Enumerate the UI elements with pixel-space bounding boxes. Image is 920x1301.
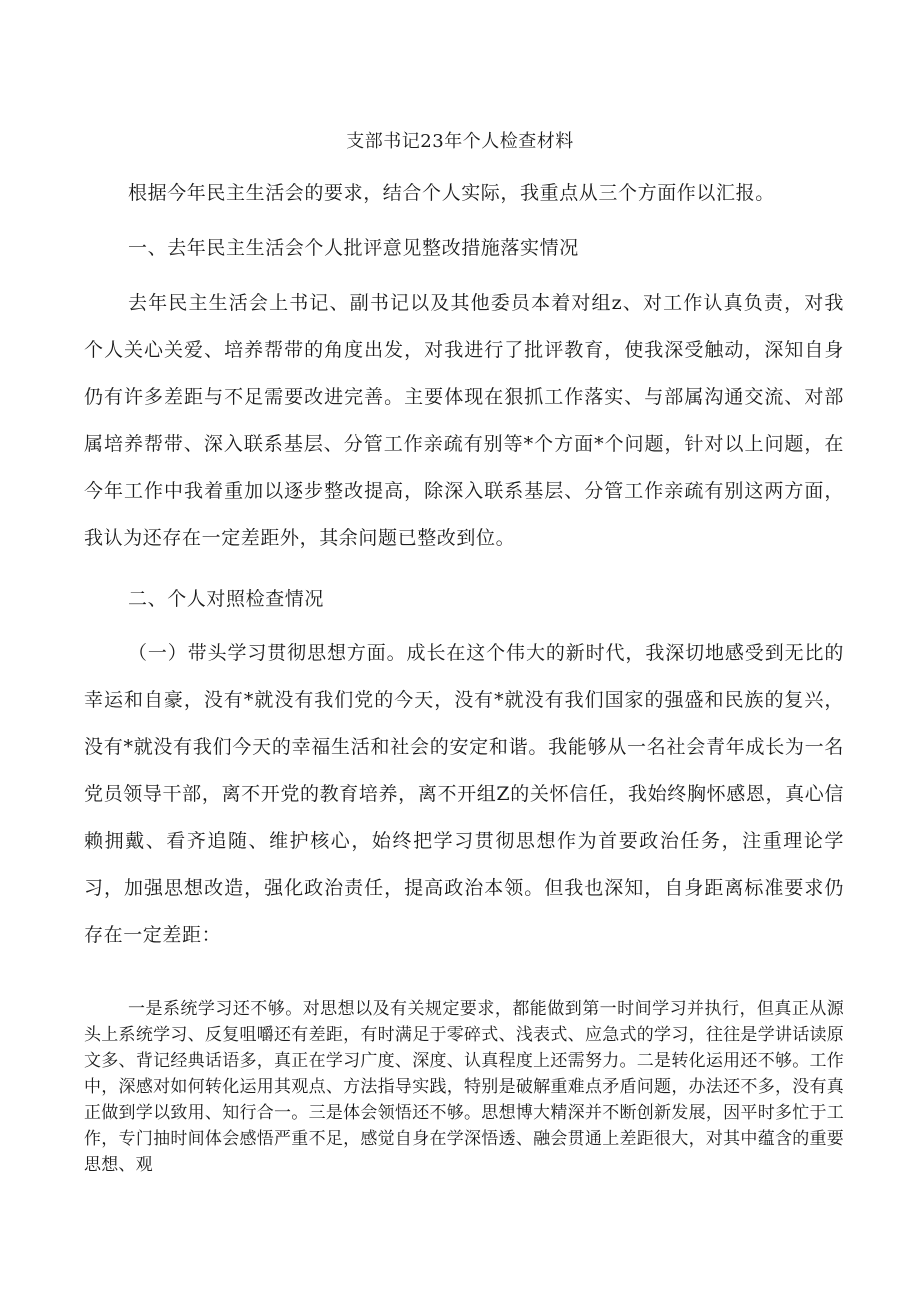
intro-paragraph: 根据今年民主生活会的要求，结合个人实际，我重点从三个方面作以汇报。 xyxy=(128,182,775,204)
section-heading-1: 一、去年民主生活会个人批评意见整改措施落实情况 xyxy=(128,237,579,259)
document-title: 支部书记23年个人检查材料 xyxy=(346,131,574,152)
subsection-1-paragraph: （一）带头学习贯彻思想方面。成长在这个伟大的新时代，我深切地感受到无比的幸运和自豪，没有*就没有我们党的今天，没有*就没有我们国家的强盛和民族的复兴，没有*就没有我们今天的幸福生活和社会的安定和谐。我能够从一名社会青年成长为一名党员领导干部，离不开党的教育培养，离不开组Z的关怀信任，我始终胸怀感恩，真心信赖拥戴、看齐追随、维护核心，始终把学习贯彻思想作为首要政治任务，注重理论学习，加强思想改造，强化政治责任，提高政治本领。但我也深知，自身距离标准要求仍存在一定差距： xyxy=(84,642,844,946)
subsection-1-detail-paragraph: 一是系统学习还不够。对思想以及有关规定要求，都能做到第一时间学习并执行，但真正从源头上系统学习、反复咀嚼还有差距，有时满足于零碎式、浅表式、应急式的学习，往往是学讲话读原文多、背记经典话语多，真正在学习广度、深度、认真程度上还需努力。二是转化运用还不够。工作中，深感对如何转化运用其观点、方法指导实践，特别是破解重难点矛盾问题，办法还不多，没有真正做到学以致用、知行合一。三是体会领悟还不够。思想博大精深并不断创新发展，因平时多忙于工作，专门抽时间体会感悟严重不足，感觉自身在学深悟透、融会贯通上差距很大，对其中蕴含的重要思想、观 xyxy=(84,999,844,1175)
section-heading-2: 二、个人对照检查情况 xyxy=(128,588,325,610)
section-1-body-paragraph: 去年民主生活会上书记、副书记以及其他委员本着对组z、对工作认真负责，对我个人关心关爱、培养帮带的角度出发，对我进行了批评教育，使我深受触动，深知自身仍有许多差距与不足需要改进完善。主要体现在狠抓工作落实、与部属沟通交流、对部属培养帮带、深入联系基层、分管工作亲疏有别等*个方面*个问题，针对以上问题，在今年工作中我着重加以逐步整改提高，除深入联系基层、分管工作亲疏有别这两方面，我认为还存在一定差距外，其余问题已整改到位。 xyxy=(84,292,844,549)
